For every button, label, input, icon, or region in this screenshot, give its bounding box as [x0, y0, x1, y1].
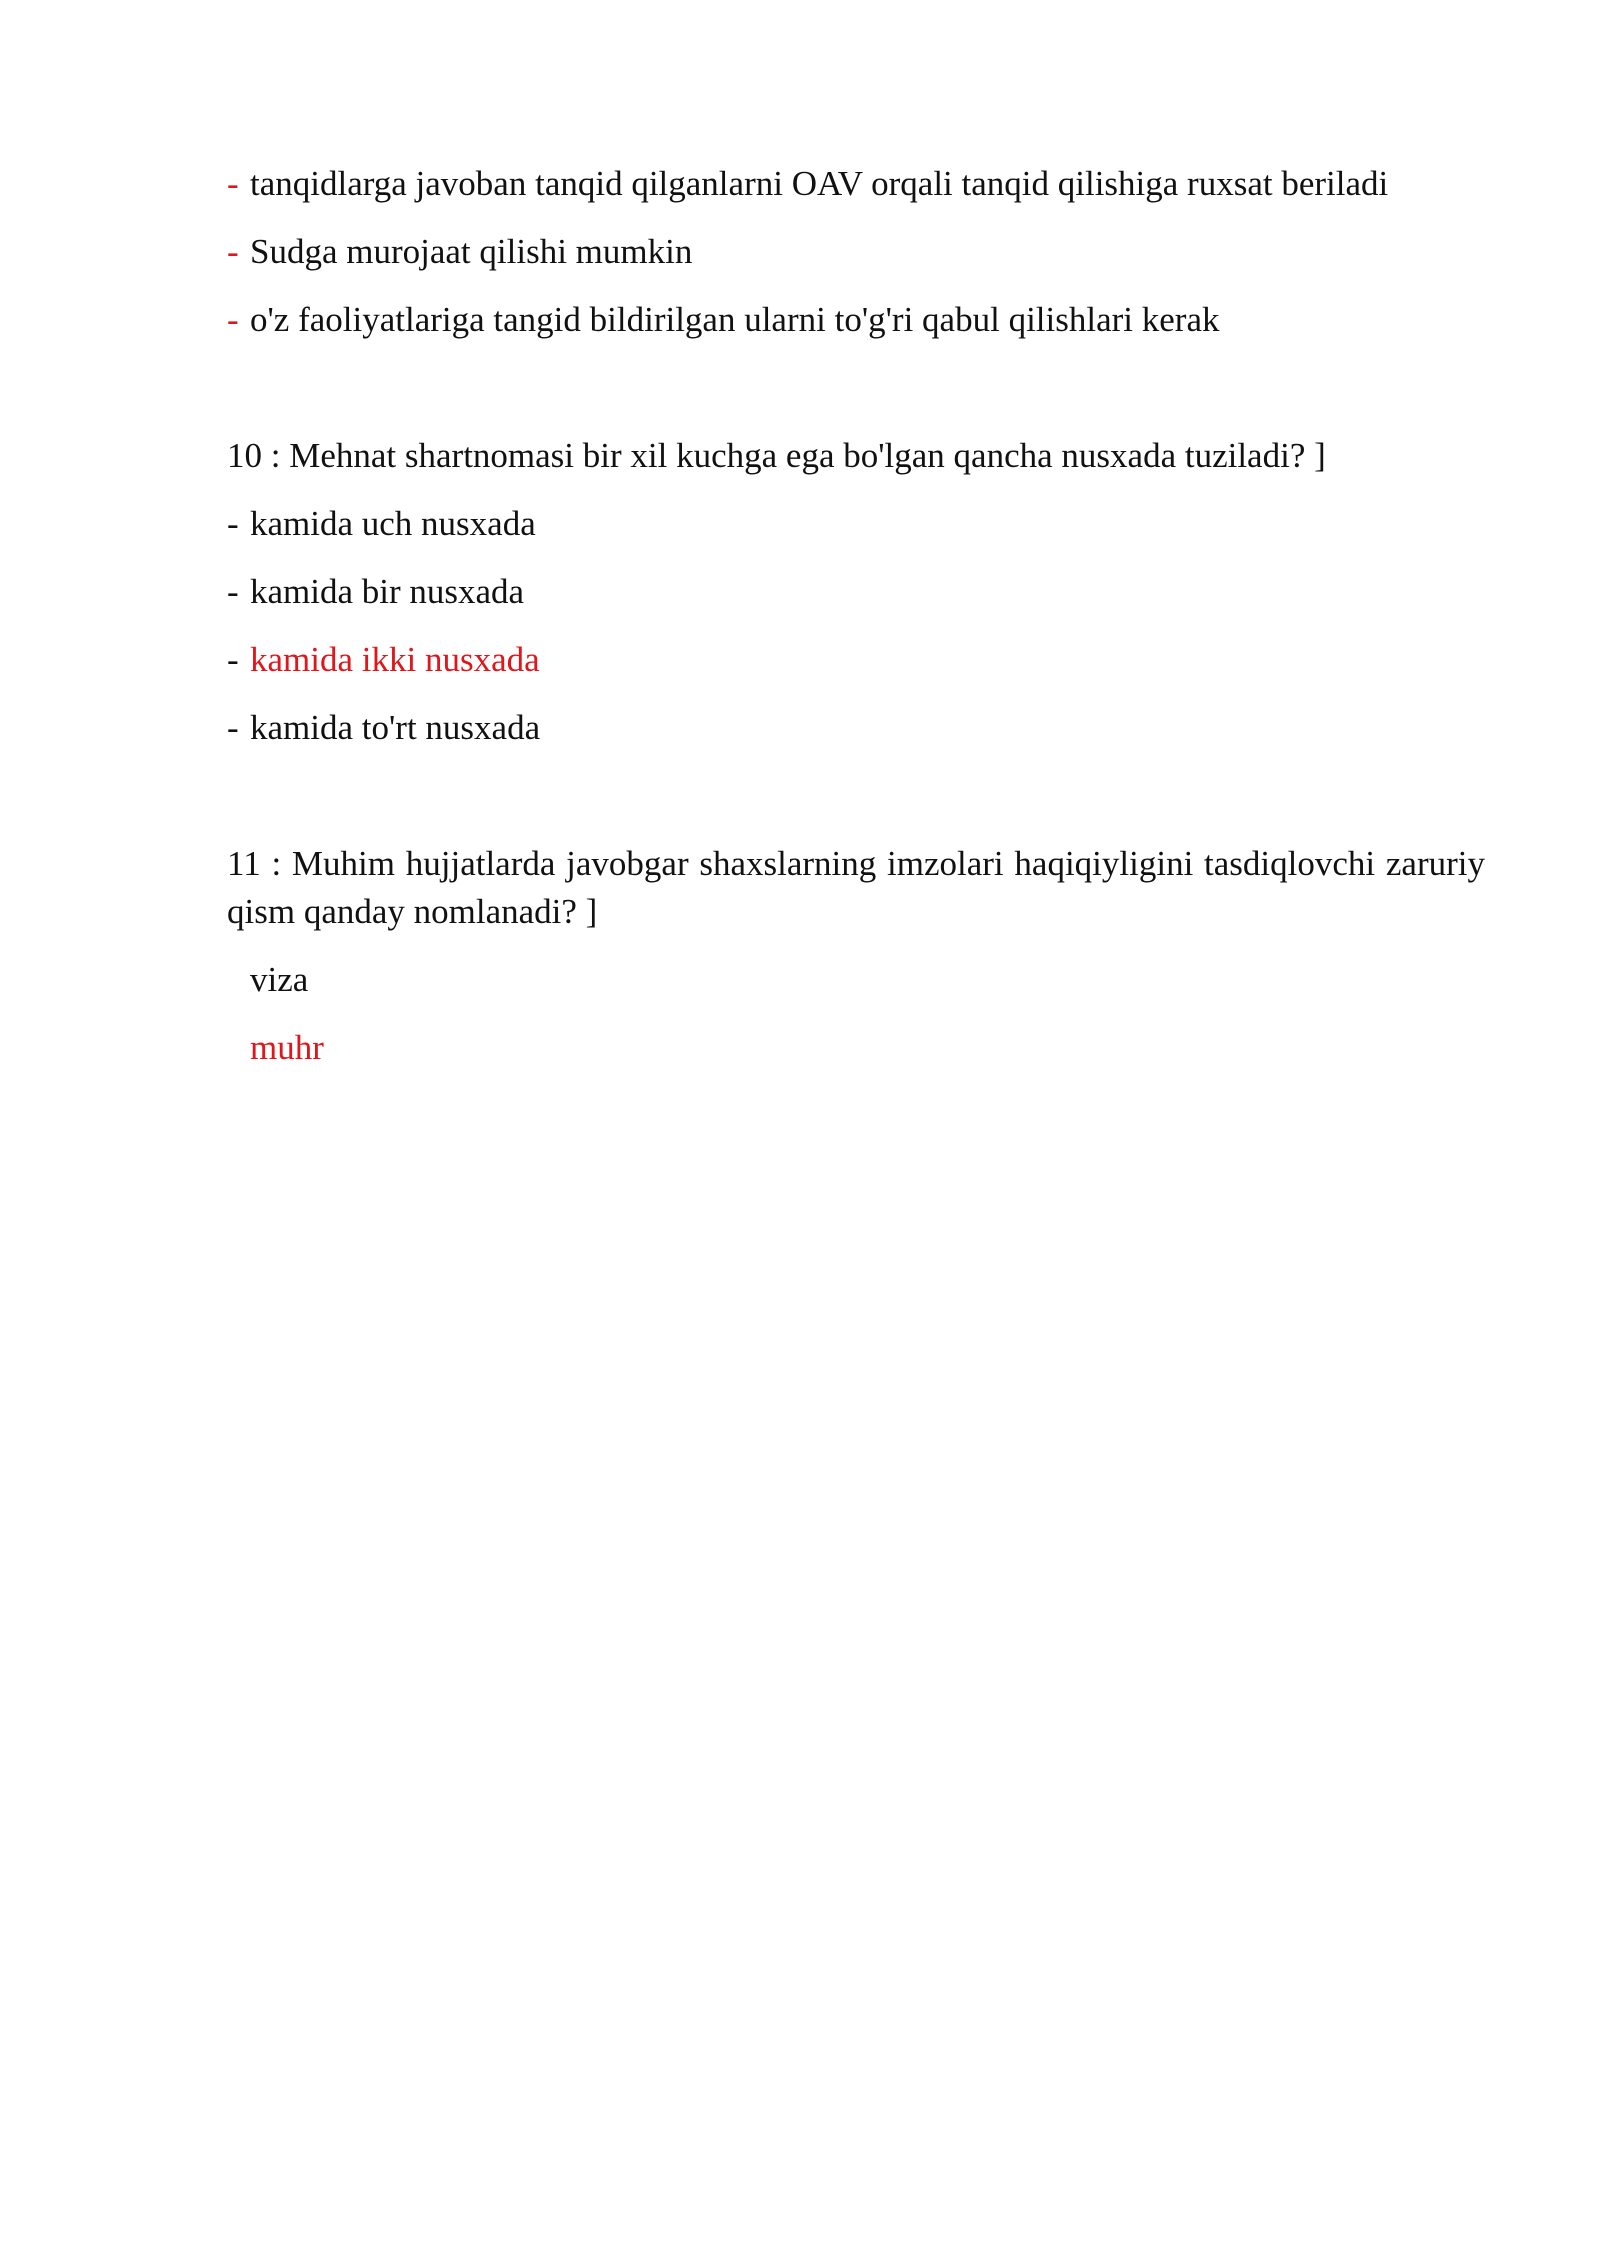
- option-dash: -: [227, 300, 239, 339]
- spacer: [227, 772, 1485, 840]
- option-text: kamida to'rt nusxada: [250, 708, 541, 747]
- q10-option-3-correct: [227, 636, 1485, 684]
- option-dash: -: [227, 708, 239, 747]
- q11-option-1: viza: [250, 960, 309, 999]
- option-dash: -: [227, 572, 239, 611]
- document-page: [227, 160, 1485, 1092]
- option-dash: -: [227, 232, 239, 271]
- spacer: [227, 364, 1485, 432]
- option-text: o'z faoliyatlariga tangid bildirilgan ularni to'g'ri qabul qilishlari kerak: [250, 300, 1220, 339]
- q10-block: [227, 432, 1485, 752]
- q10-option-2: [227, 568, 1485, 616]
- option-dash: -: [227, 164, 239, 203]
- q10-question: 10 : Mehnat shartnomasi bir xil kuchga ega bo'lgan qancha nusxada tuziladi? ]: [227, 436, 1326, 475]
- option-text: kamida bir nusxada: [250, 572, 525, 611]
- option-text: kamida uch nusxada: [250, 504, 536, 543]
- q11-option-2-correct: muhr: [250, 1028, 324, 1067]
- q9-options: [227, 160, 1485, 344]
- q9-option-1: [227, 160, 1485, 208]
- option-dash: -: [227, 640, 239, 679]
- option-text: tanqidlarga javoban tanqid qilganlarni OAV orqali tanqid qilishiga ruxsat beriladi: [250, 164, 1389, 203]
- option-text: Sudga murojaat qilishi mumkin: [250, 232, 693, 271]
- q10-option-1: [227, 500, 1485, 548]
- q11-question: 11 : Muhim hujjatlarda javobgar shaxslarning imzolari haqiqiyligini tasdiqlovchi zaruriy qism qanday nomlanadi? ]: [227, 844, 1485, 931]
- q10-option-4: [227, 704, 1485, 752]
- q11-block: [227, 840, 1485, 1072]
- q9-option-2: [227, 228, 1485, 276]
- q9-option-3: [227, 296, 1485, 344]
- option-dash: -: [227, 504, 239, 543]
- option-text-correct: kamida ikki nusxada: [250, 640, 540, 679]
